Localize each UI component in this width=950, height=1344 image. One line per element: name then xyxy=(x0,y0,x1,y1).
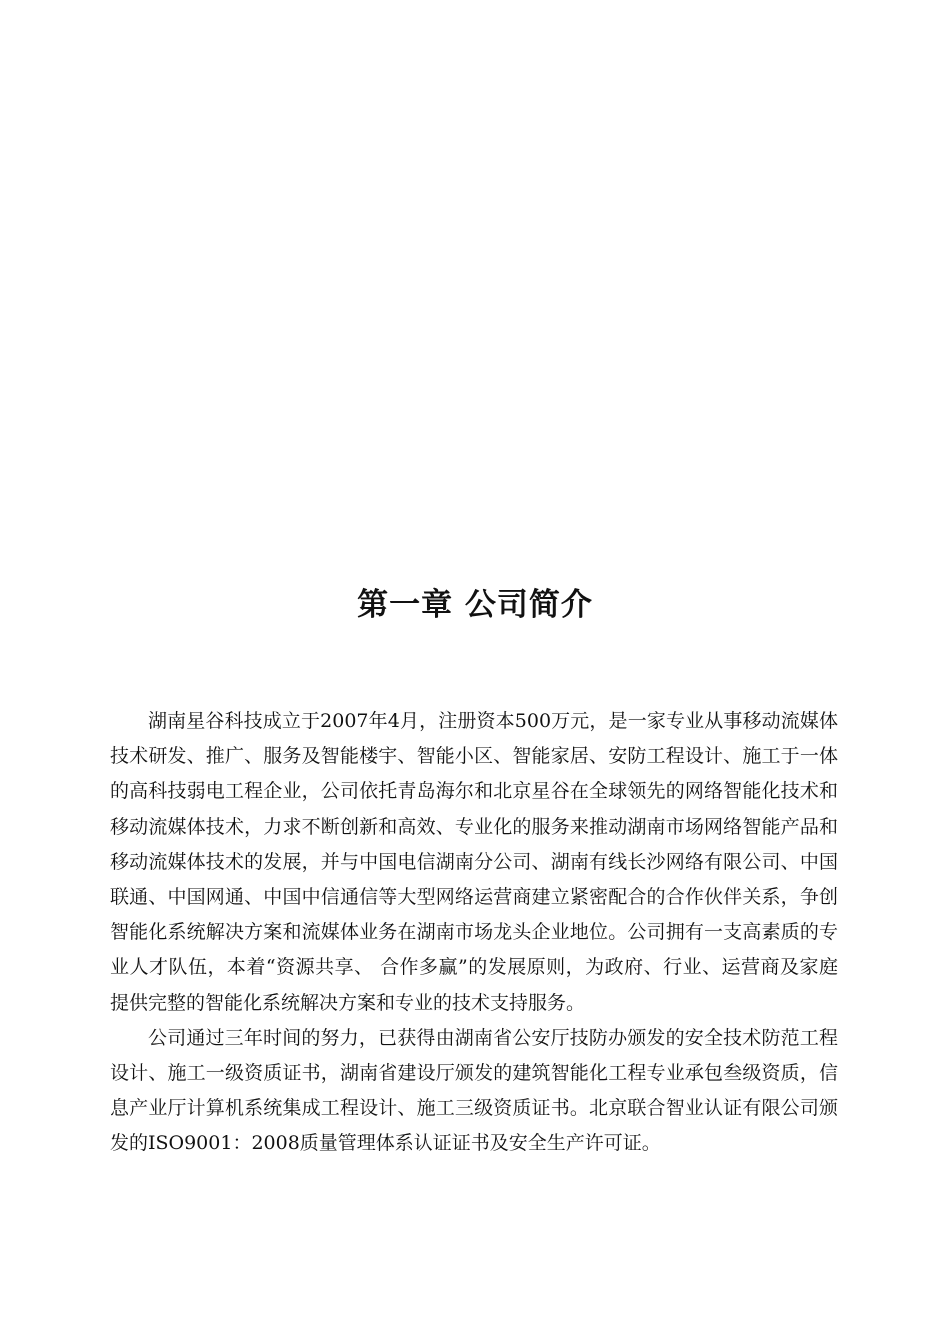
chapter-body xyxy=(110,704,838,1162)
paragraph-qualifications: 公司通过三年时间的努力，已获得由湖南省公安厅技防办颁发的安全技术防范工程设计、施工一级资质证书，湖南省建设厅颁发的建筑智能化工程专业承包叁级资质，信息产业厅计算机系统集成工程设计、施工三级资质证书。北京联合智业认证有限公司颁发的ISO9001：2008质量管理体系认证证书及安全生产许可证。 xyxy=(110,1026,838,1155)
chapter-title: 第一章 公司简介 xyxy=(357,587,593,623)
paragraph-company-overview: 湖南星谷科技成立于2007年4月，注册资本500万元，是一家专业从事移动流媒体技术研发、推广、服务及智能楼宇、智能小区、智能家居、安防工程设计、施工于一体的高科技弱电工程企业，公司依托青岛海尔和北京星谷在全球领先的网络智能化技术和移动流媒体技术，力求不断创新和高效、专业化的服务来推动湖南市场网络智能产品和移动流媒体技术的发展，并与中国电信湖南分公司、湖南有线长沙网络有限公司、中国联通、中国网通、中国中信通信等大型网络运营商建立紧密配合的合作伙伴关系，争创智能化系统解决方案和流媒体业务在湖南市场龙头企业地位。公司拥有一支高素质的专业人才队伍，本着“资源共享、 合作多赢”的发展原则，为政府、行业、运营商及家庭提供完整的智能化系统解决方案和专业的技术支持服务。 xyxy=(110,710,838,1014)
